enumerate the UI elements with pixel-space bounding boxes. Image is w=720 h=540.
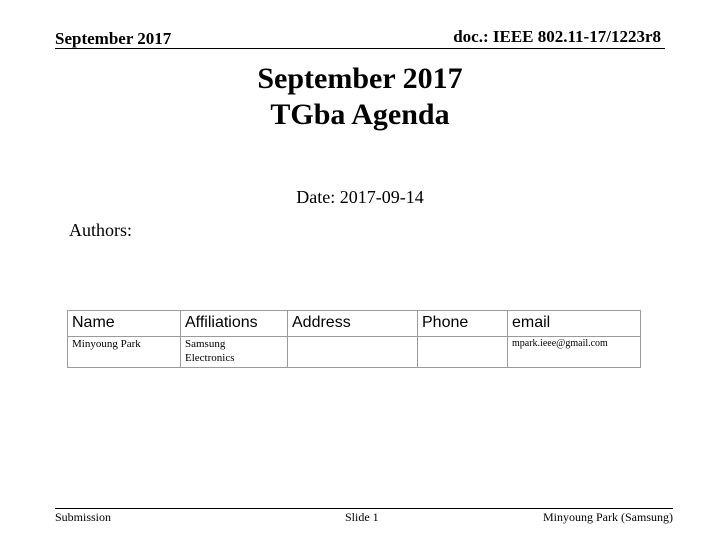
slide-title (0, 61, 720, 133)
header-date: September 2017 (55, 29, 172, 48)
col-header-affiliations: Affiliations (181, 311, 288, 337)
cell-affiliation (181, 337, 288, 368)
col-header-name: Name (68, 311, 181, 337)
authors-table (67, 310, 641, 368)
cell-phone (418, 337, 508, 368)
footer-submission: Submission (55, 510, 112, 524)
table-row (68, 337, 641, 368)
table-header-row (68, 311, 641, 337)
cell-address (288, 337, 418, 368)
affiliation-line-2: Electronics (185, 352, 235, 364)
footer-slide-number: Slide 1 (345, 510, 379, 524)
affiliation-line-1: Samsung (185, 338, 226, 350)
header-doc-id: doc.: IEEE 802.11-17/1223r8 (453, 27, 661, 46)
cell-email: mpark.ieee@gmail.com (508, 337, 641, 368)
col-header-phone: Phone (418, 311, 508, 337)
footer-author: Minyoung Park (Samsung) (543, 510, 673, 524)
footer-divider (55, 508, 673, 509)
title-line-2: TGba Agenda (270, 98, 450, 131)
date-line: Date: 2017-09-14 (296, 187, 424, 207)
authors-label: Authors: (69, 220, 132, 240)
header-divider (55, 48, 665, 49)
col-header-email: email (508, 311, 641, 337)
cell-name: Minyoung Park (68, 337, 181, 368)
col-header-address: Address (288, 311, 418, 337)
title-line-1: September 2017 (257, 62, 463, 95)
